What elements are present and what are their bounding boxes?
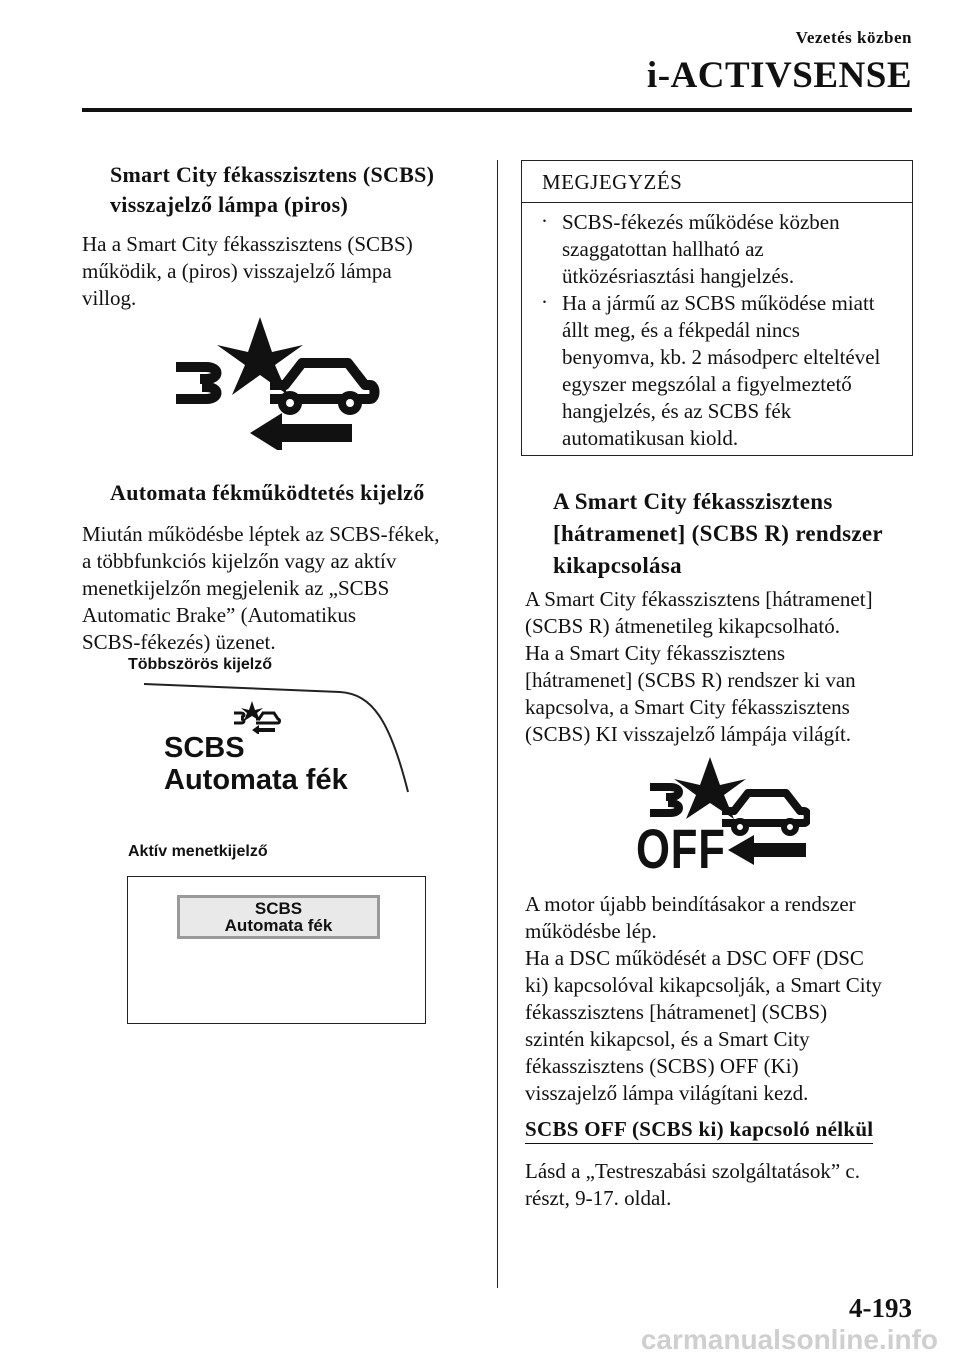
header-rule	[82, 108, 912, 112]
note-line: szaggatottan hallható az	[562, 237, 764, 261]
note-line: hangjelzés, és az SCBS fék	[562, 399, 792, 423]
no-switch-heading-text: SCBS OFF (SCBS ki) kapcsoló nélkül	[525, 1117, 873, 1144]
heading-line: [hátramenet] (SCBS R) rendszer	[553, 521, 883, 546]
heading-line: kikapcsolása	[553, 553, 682, 578]
body-line: Ha a Smart City fékasszisztens	[525, 641, 786, 665]
page-title: i-ACTIVSENSE	[646, 55, 912, 96]
body-line: működésbe lép.	[525, 919, 657, 943]
section-label: Vezetés közben	[795, 28, 912, 47]
no-switch-heading	[525, 1117, 873, 1142]
auto-brake-body	[82, 521, 440, 656]
body-line: A Smart City fékasszisztens [hátramenet]	[525, 587, 873, 611]
restart-body	[525, 891, 882, 1107]
body-line: részt, 9-17. oldal.	[525, 1186, 672, 1210]
body-line: Ha a DSC működését a DSC OFF (DSC	[525, 946, 864, 970]
multi-display-label: Többszörös kijelző	[128, 656, 273, 673]
column-divider	[497, 160, 498, 1288]
note-line: ütközésriasztási hangjelzés.	[562, 264, 795, 288]
active-display-message	[177, 895, 380, 939]
body-line: visszajelző lámpa világítani kezd.	[525, 1081, 809, 1105]
note-item	[562, 209, 840, 290]
note-line: egyszer megszólal a figyelmeztető	[562, 372, 852, 396]
scbs-lamp-body	[82, 231, 413, 312]
scbs-warning-lamp-icon	[170, 315, 385, 450]
body-line: a többfunkciós kijelzőn vagy az aktív	[82, 549, 397, 573]
note-line: Ha a jármű az SCBS működése miatt	[562, 291, 875, 315]
heading-line: A Smart City fékasszisztens	[553, 489, 833, 514]
body-line: kapcsolva, a Smart City fékasszisztens	[525, 695, 850, 719]
watermark: carmanualsonline.info	[640, 1324, 938, 1355]
bullet: ·	[541, 209, 548, 233]
body-line: (SCBS R) átmenetileg kikapcsolható.	[525, 614, 840, 638]
heading-line: Smart City fékasszisztens (SCBS)	[110, 162, 435, 187]
body-line: fékasszisztens [hátramenet] (SCBS)	[525, 1000, 828, 1024]
note-box	[521, 160, 913, 456]
body-line: ki) kapcsolóval kikapcsolják, a Smart City	[525, 973, 882, 997]
note-item	[562, 290, 880, 452]
scbs-r-off-body	[525, 586, 873, 748]
scbs-lamp-heading	[110, 160, 434, 220]
active-display-line1: SCBS	[254, 899, 303, 918]
note-header	[522, 161, 912, 203]
active-display-line2: Automata fék	[224, 916, 333, 935]
note-line: automatikusan kiold.	[562, 426, 739, 450]
body-line: SCBS-fékezés) üzenet.	[82, 630, 276, 654]
heading-line: visszajelző lámpa (piros)	[110, 192, 349, 217]
page-number: 4-193	[849, 1293, 912, 1323]
multi-display-line2: Automata fék	[164, 764, 348, 796]
body-line: menetkijelzőn megjelenik az „SCBS	[82, 576, 390, 600]
note-line: állt meg, és a fékpedál nincs	[562, 318, 800, 342]
auto-brake-heading: Automata fékműködtetés kijelző	[110, 480, 425, 505]
reference-body	[525, 1158, 860, 1212]
scbs-small-icon	[232, 700, 282, 734]
body-line: villog.	[82, 286, 137, 310]
body-line: fékasszisztens (SCBS) OFF (Ki)	[525, 1054, 799, 1078]
body-line: szintén kikapcsol, és a Smart City	[525, 1027, 810, 1051]
note-line: SCBS-fékezés működése közben	[562, 210, 840, 234]
body-line: A motor újabb beindításakor a rendszer	[525, 892, 856, 916]
bullet: ·	[541, 290, 548, 314]
off-icon-text: OFF	[636, 817, 726, 880]
body-line: Ha a Smart City fékasszisztens (SCBS)	[82, 232, 413, 256]
note-title: MEGJEGYZÉS	[542, 170, 683, 194]
body-line: Miután működésbe léptek az SCBS-fékek,	[82, 522, 440, 546]
active-display-label: Aktív menetkijelző	[128, 843, 268, 860]
body-line: (SCBS) KI visszajelző lámpája világít.	[525, 722, 852, 746]
body-line: [hátramenet] (SCBS R) rendszer ki van	[525, 668, 856, 692]
body-line: Automatic Brake” (Automatikus	[82, 603, 357, 627]
body-line: Lásd a „Testreszabási szolgáltatások” c.	[525, 1159, 860, 1183]
multi-display-line1: SCBS	[164, 732, 245, 764]
active-driving-display	[127, 876, 426, 1024]
body-line: működik, a (piros) visszajelző lámpa	[82, 259, 392, 283]
note-line: benyomva, kb. 2 másodperc elteltével	[562, 345, 881, 369]
scbs-r-off-heading	[553, 486, 883, 582]
